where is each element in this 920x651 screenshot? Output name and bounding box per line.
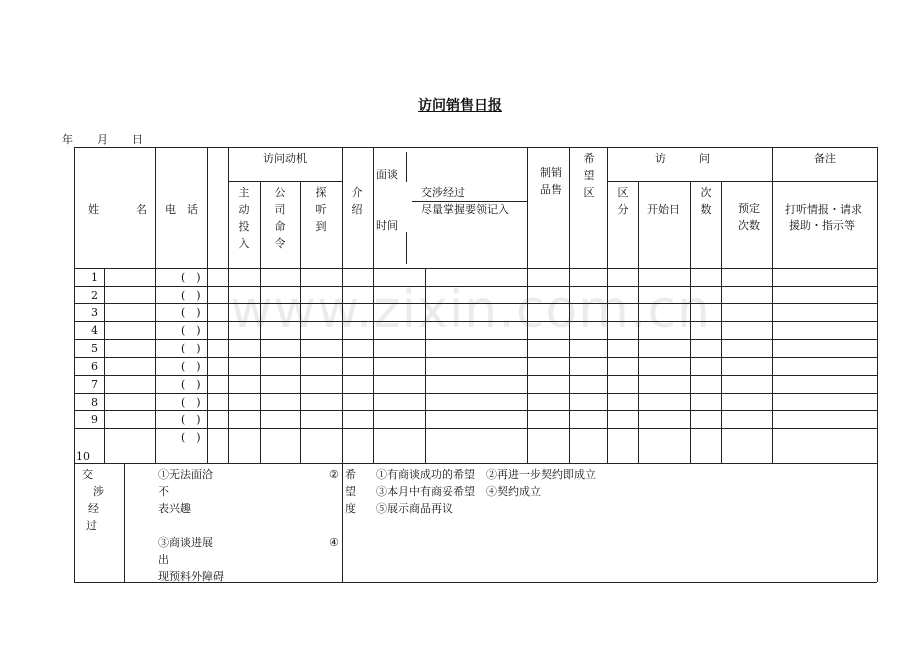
legend-left-item-4a: 出 <box>158 553 169 566</box>
watermark: www.zixin.com.cn <box>230 280 711 340</box>
legend-left-item-1: ①无法面洽 <box>158 468 213 481</box>
header-process-note: 尽量掌握要领记入 <box>421 203 509 216</box>
row-number: 8 <box>91 396 98 409</box>
legend-left-item-2a: 不 <box>158 485 169 498</box>
legend-right-item-3: ⑤展示商品再议 <box>376 502 453 515</box>
legend-hope-label-3: 度 <box>345 502 356 515</box>
legend-process-label-4: 过 <box>86 519 97 532</box>
legend-right-item-1: ①有商谈成功的希望 ②再进一步契约即成立 <box>376 468 596 481</box>
row-phone[interactable]: ( ) <box>181 289 201 302</box>
legend-left-item-4b: 现预料外障碍 <box>158 570 224 583</box>
row-number: 2 <box>91 289 98 302</box>
row-number: 9 <box>91 413 98 426</box>
legend-process-label-1: 交 <box>82 468 93 481</box>
header-name-given: 名 <box>136 203 147 216</box>
row-phone[interactable]: ( ) <box>181 342 201 355</box>
row-phone[interactable]: ( ) <box>181 360 201 373</box>
legend-right-item-2: ③本月中有商妥希望 ④契约成立 <box>376 485 541 498</box>
header-interview: 面谈 <box>376 168 398 181</box>
legend-hope-label-1: 希 <box>345 468 356 481</box>
row-number: 10 <box>76 450 90 463</box>
report-title: 访问销售日报 <box>418 98 502 114</box>
header-remarks-note-2: 援助・指示等 <box>789 219 855 232</box>
header-visit-planned: 预定次数 <box>738 202 760 232</box>
header-motive-col-3: 探听到 <box>315 186 327 233</box>
header-visit-zone: 区分 <box>617 186 629 216</box>
header-motive: 访问动机 <box>263 152 307 165</box>
row-number: 7 <box>91 378 98 391</box>
header-motive-col-2: 公司命令 <box>274 186 286 250</box>
legend-left-item-2b: 表兴趣 <box>158 502 191 515</box>
row-phone[interactable]: ( ) <box>181 378 201 391</box>
row-number: 5 <box>91 342 98 355</box>
row-number: 4 <box>91 324 98 337</box>
date-year: 年 <box>62 133 73 146</box>
row-phone[interactable]: ( ) <box>181 431 201 444</box>
header-motive-col-4: 介绍 <box>351 186 363 216</box>
header-visit-count: 次数 <box>700 186 712 216</box>
legend-left-item-2-mark: ② <box>329 468 339 481</box>
header-time: 时间 <box>376 219 398 232</box>
header-remarks-note-1: 打听情报・请求 <box>785 203 862 216</box>
header-remarks: 备注 <box>814 152 836 165</box>
header-motive-col-1: 主动投入 <box>238 186 250 250</box>
row-phone[interactable]: ( ) <box>181 306 201 319</box>
row-number: 1 <box>91 271 98 284</box>
date-day: 日 <box>132 133 143 146</box>
header-visit: 访 问 <box>655 152 710 165</box>
row-number: 6 <box>91 360 98 373</box>
row-phone[interactable]: ( ) <box>181 413 201 426</box>
header-phone: 电 话 <box>165 203 198 216</box>
legend-process-label-3: 经 <box>88 502 99 515</box>
legend-process-label-2: 涉 <box>93 485 104 498</box>
header-product: 制销品售 <box>540 166 562 196</box>
row-phone[interactable]: ( ) <box>181 396 201 409</box>
date-month: 月 <box>97 133 108 146</box>
row-phone[interactable]: ( ) <box>181 324 201 337</box>
header-hope-zone: 希望区 <box>583 152 595 199</box>
row-number: 3 <box>91 306 98 319</box>
legend-hope-label-2: 望 <box>345 485 356 498</box>
legend-left-item-4-mark: ④ <box>329 536 339 549</box>
legend-left-item-3: ③商谈进展 <box>158 536 213 549</box>
header-process: 交涉经过 <box>421 186 465 199</box>
header-name-surname: 姓 <box>88 203 99 216</box>
row-phone[interactable]: ( ) <box>181 271 201 284</box>
header-visit-start: 开始日 <box>647 203 680 216</box>
